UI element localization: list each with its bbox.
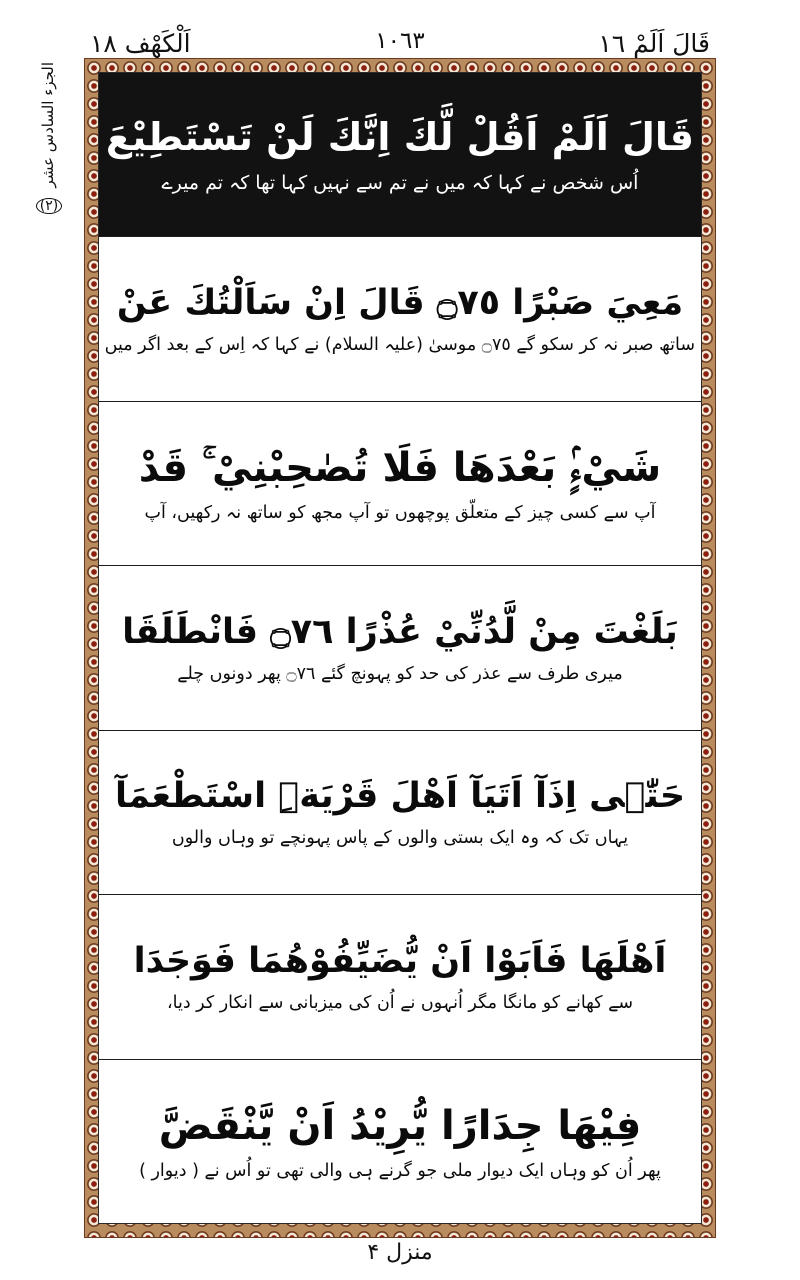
urdu-translation: پھر اُن کو وہاں ایک دیوار ملی جو گرنے ہی والی تھی تو اُس نے ( دیوار ) [139, 1160, 661, 1181]
arabic-text: بَلَغْتَ مِنْ لَّدُنِّيْ عُذْرًا ۝٧٦ فَانْطَلَقَا [122, 611, 678, 652]
arabic-text: قَالَ اَلَمْ اَقُلْ لَّكَ اِنَّكَ لَنْ تَسْتَطِيْعَ [105, 115, 695, 160]
ruku-marker: (٢) [36, 198, 62, 214]
page-header [84, 0, 716, 58]
ayah-line-5 [99, 731, 701, 895]
arabic-text: مَعِيَ صَبْرًا ۝٧٥ قَالَ اِنْ سَاَلْتُكَ عَنْ [116, 282, 684, 323]
surah-title: اَلْكَهْف ١٨ [90, 29, 191, 58]
manzil-label: منزل ۴ [367, 1240, 433, 1265]
arabic-text: فِيْهَا جِدَارًا يُّرِيْدُ اَنْ يَّنْقَضَّ [158, 1102, 642, 1149]
text-field [98, 72, 702, 1224]
page-number: ١٠٦٣ [375, 28, 425, 54]
ornamental-border [84, 58, 716, 1238]
ayah-line-7 [99, 1060, 701, 1223]
arabic-text: شَيْءٍۢ بَعْدَهَا فَلَا تُصٰحِبْنِيْ ۚ قَدْ [138, 444, 662, 491]
page-footer [0, 1240, 800, 1265]
arabic-text: حَتّٰۤى اِذَآ اَتَيَآ اَهْلَ قَرْيَةِۨ اسْتَطْعَمَآ [114, 776, 686, 817]
urdu-translation: اُس شخص نے کہا کہ میں نے تم سے نہیں کہا تھا کہ تم میرے [161, 171, 639, 194]
ayah-line-3 [99, 402, 701, 566]
margin-annotation [18, 62, 80, 214]
urdu-translation: آپ سے کسی چیز کے متعلّق پوچھوں تو آپ مجھ کو ساتھ نہ رکھیں، آپ [144, 502, 656, 523]
juz-side-note: الجزء السادس عشر [39, 62, 58, 188]
ayah-line-2 [99, 237, 701, 401]
juz-title: قَالَ اَلَمْ ١٦ [598, 29, 710, 58]
urdu-translation: ساتھ صبر نہ کر سکو گے ۝٧٥ موسیٰ (علیہ السلام) نے کہا کہ اِس کے بعد اگر میں [104, 335, 695, 356]
urdu-translation: یہاں تک کہ وہ ایک بستی والوں کے پاس پہونچے تو وہاں والوں [171, 828, 629, 849]
urdu-translation: سے کھانے کو مانگا مگر اُنہوں نے اُن کی میزبانی سے انکار کر دیا، [166, 992, 634, 1013]
arabic-text: اَهْلَهَا فَاَبَوْا اَنْ يُّضَيِّفُوْهُمَا فَوَجَدَا [133, 940, 667, 981]
urdu-translation: میری طرف سے عذر کی حد کو پہونچ گئے ۝٧٦ پھر دونوں چلے [177, 663, 623, 684]
ayah-line-1 [99, 73, 701, 237]
ayah-line-6 [99, 895, 701, 1059]
ayah-line-4 [99, 566, 701, 730]
